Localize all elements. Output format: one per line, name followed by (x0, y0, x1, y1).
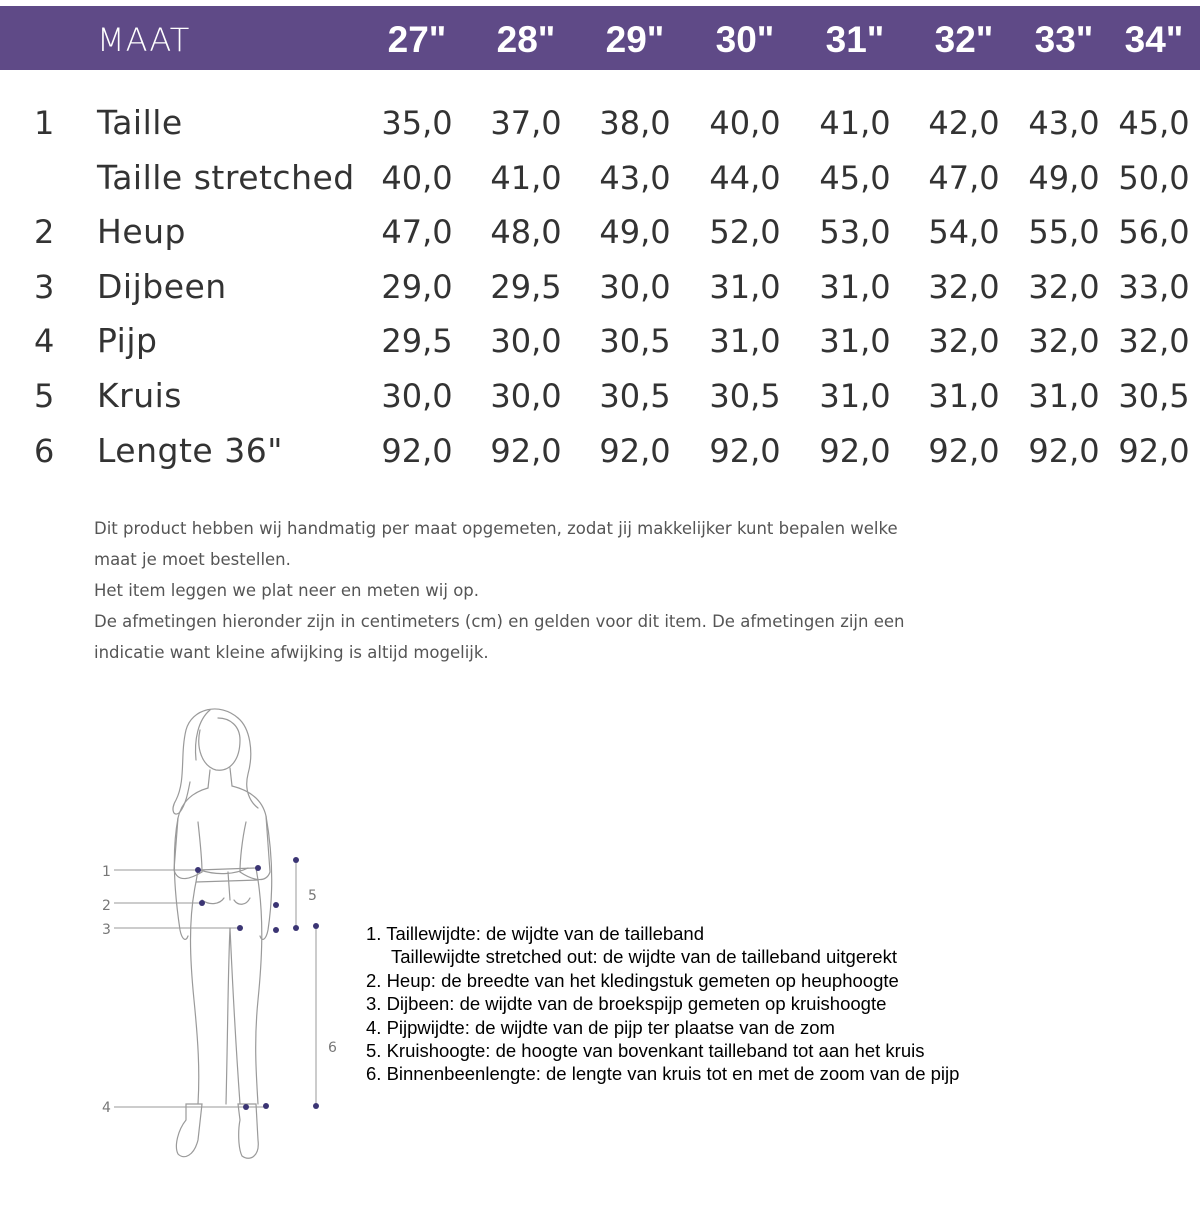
table-cell: 31,0 (709, 268, 781, 306)
legend-item: 1. Taillewijdte: de wijdte van de tailleband (366, 923, 705, 944)
size-col-32: 32" (934, 19, 994, 60)
table-cell: 32,0 (928, 322, 1000, 360)
table-cell: 30,5 (599, 322, 671, 360)
table-cell: 30,0 (599, 268, 671, 306)
table-cell: 35,0 (381, 104, 453, 142)
table-cell: 30,5 (599, 377, 671, 415)
table-cell: 31,0 (1028, 377, 1100, 415)
table-cell: 52,0 (709, 213, 781, 251)
table-cell: 30,0 (490, 322, 562, 360)
table-cell: 44,0 (709, 159, 781, 197)
table-cell: 33,0 (1118, 268, 1190, 306)
table-cell: 32,0 (928, 268, 1000, 306)
row-number: 6 (34, 432, 55, 470)
table-cell: 32,0 (1118, 322, 1190, 360)
table-cell: 47,0 (381, 213, 453, 251)
size-col-31: 31" (825, 19, 885, 60)
table-cell: 30,0 (490, 377, 562, 415)
table-cell: 92,0 (819, 432, 891, 470)
table-cell: 92,0 (490, 432, 562, 470)
table-cell: 92,0 (381, 432, 453, 470)
table-cell: 40,0 (381, 159, 453, 197)
table-row-heup (0, 207, 1200, 257)
table-cell: 56,0 (1118, 213, 1190, 251)
table-cell: 32,0 (1028, 268, 1100, 306)
table-cell: 30,5 (1118, 377, 1190, 415)
row-number: 5 (34, 377, 55, 415)
notes-line: De afmetingen hieronder zijn in centimeters (cm) en gelden voor dit item. De afmetingen zijn een (94, 612, 905, 631)
table-cell: 29,0 (381, 268, 453, 306)
row-number: 2 (34, 213, 55, 251)
table-cell: 92,0 (928, 432, 1000, 470)
table-cell: 38,0 (599, 104, 671, 142)
measurement-legend (366, 922, 959, 1086)
legend-item: 6. Binnenbeenlengte: de lengte van kruis tot en met de zoom van de pijp (366, 1063, 960, 1085)
table-row-lengte (0, 426, 1200, 476)
table-row-pijp (0, 316, 1200, 366)
measurement-notes (94, 513, 914, 668)
table-cell: 92,0 (709, 432, 781, 470)
size-header-bar (0, 6, 1200, 70)
notes-line: Het item leggen we plat neer en meten wij op. (94, 581, 480, 600)
row-number: 1 (34, 104, 55, 142)
table-cell: 92,0 (599, 432, 671, 470)
table-cell: 49,0 (1028, 159, 1100, 197)
table-cell: 29,5 (490, 268, 562, 306)
size-header-label: MAAT (97, 21, 191, 59)
table-cell: 30,5 (709, 377, 781, 415)
legend-item: 3. Dijbeen: de wijdte van de broekspijp gemeten op kruishoogte (366, 993, 887, 1015)
table-cell: 50,0 (1118, 159, 1190, 197)
size-col-33: 33" (1034, 19, 1094, 60)
row-label: Pijp (97, 321, 158, 360)
table-cell: 37,0 (490, 104, 562, 142)
notes-line: indicatie want kleine afwijking is altijd mogelijk. (94, 643, 489, 662)
legend-item: 2. Heup: de breedte van het kledingstuk gemeten op heuphoogte (366, 969, 899, 991)
table-row-taille (0, 98, 1200, 148)
table-row-kruis (0, 371, 1200, 421)
table-cell: 41,0 (819, 104, 891, 142)
size-col-34: 34" (1124, 19, 1184, 60)
table-cell: 47,0 (928, 159, 1000, 197)
table-cell: 45,0 (1118, 104, 1190, 142)
table-cell: 41,0 (490, 159, 562, 197)
row-label: Kruis (97, 376, 182, 415)
row-label: Heup (97, 212, 186, 251)
table-cell: 31,0 (819, 377, 891, 415)
notes-line: Dit product hebben wij handmatig per maat opgemeten, zodat jij makkelijker kunt bepalen welke (94, 519, 898, 538)
legend-item: 5. Kruishoogte: de hoogte van bovenkant tailleband tot aan het kruis (366, 1040, 925, 1062)
row-label: Dijbeen (97, 267, 227, 306)
measure-label-2: 2 (102, 898, 111, 914)
measure-label-1: 1 (102, 864, 111, 880)
table-cell: 42,0 (928, 104, 1000, 142)
row-number: 3 (34, 268, 55, 306)
table-cell: 30,0 (381, 377, 453, 415)
table-cell: 49,0 (599, 213, 671, 251)
measure-label-4: 4 (102, 1100, 111, 1116)
legend-item: Taillewijdte stretched out: de wijdte van de tailleband uitgerekt (391, 946, 897, 968)
table-cell: 54,0 (928, 213, 1000, 251)
row-label: Lengte 36" (97, 431, 283, 470)
measure-label-5: 5 (308, 888, 317, 904)
size-col-28: 28" (496, 19, 556, 60)
table-cell: 31,0 (709, 322, 781, 360)
measure-label-3: 3 (102, 922, 111, 938)
table-cell: 48,0 (490, 213, 562, 251)
table-cell: 53,0 (819, 213, 891, 251)
size-col-30: 30" (715, 19, 775, 60)
row-label: Taille (97, 103, 183, 142)
table-cell: 92,0 (1118, 432, 1190, 470)
table-cell: 31,0 (819, 268, 891, 306)
table-cell: 31,0 (928, 377, 1000, 415)
measure-label-6: 6 (328, 1040, 337, 1056)
table-cell: 55,0 (1028, 213, 1100, 251)
size-col-29: 29" (605, 19, 665, 60)
measurement-markers (195, 857, 319, 1110)
table-cell: 92,0 (1028, 432, 1100, 470)
table-cell: 31,0 (819, 322, 891, 360)
measurement-figure (90, 700, 350, 1180)
table-cell: 43,0 (1028, 104, 1100, 142)
table-cell: 40,0 (709, 104, 781, 142)
table-row-taille-stretched (0, 153, 1200, 203)
table-cell: 43,0 (599, 159, 671, 197)
figure-outline (173, 709, 272, 1158)
table-cell: 45,0 (819, 159, 891, 197)
row-number: 4 (34, 322, 55, 360)
notes-line: maat je moet bestellen. (94, 550, 291, 569)
row-label: Taille stretched (97, 158, 355, 197)
table-cell: 29,5 (381, 322, 453, 360)
legend-item: 4. Pijpwijdte: de wijdte van de pijp ter plaatse van de zom (366, 1016, 835, 1038)
table-cell: 32,0 (1028, 322, 1100, 360)
table-row-dijbeen (0, 262, 1200, 312)
measurement-guides (114, 860, 316, 1107)
size-col-27: 27" (387, 19, 447, 60)
